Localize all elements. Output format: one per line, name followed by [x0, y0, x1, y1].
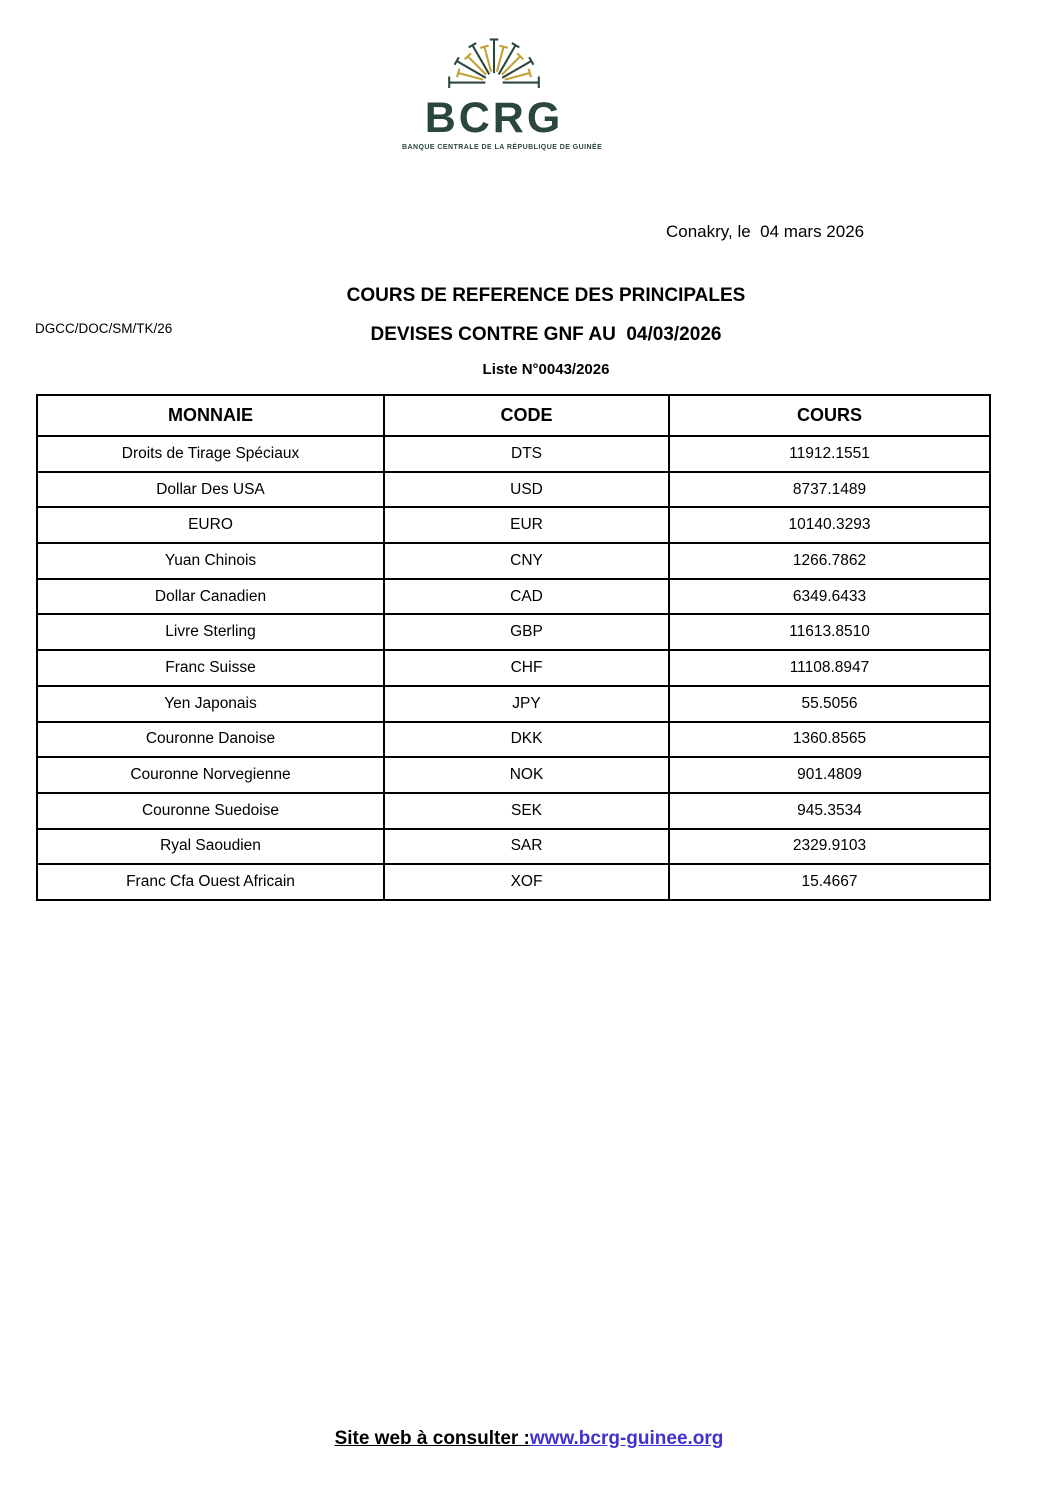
currency-name-cell: Yuan Chinois — [37, 543, 384, 579]
currency-name-cell: Franc Cfa Ouest Africain — [37, 864, 384, 900]
table-row — [37, 507, 990, 543]
table-row — [37, 757, 990, 793]
currency-name-cell: Dollar Canadien — [37, 579, 384, 615]
bcrg-sunburst-rays-icon — [438, 34, 550, 88]
rate-value-cell: 945.3534 — [669, 793, 990, 829]
rate-value-cell: 901.4809 — [669, 757, 990, 793]
rate-value-cell: 6349.6433 — [669, 579, 990, 615]
rate-value-cell: 1360.8565 — [669, 722, 990, 758]
table-row — [37, 829, 990, 865]
table-row — [37, 722, 990, 758]
currency-code-cell: CNY — [384, 543, 669, 579]
rates-table-body — [37, 436, 990, 900]
table-row — [37, 543, 990, 579]
rate-value-cell: 11912.1551 — [669, 436, 990, 472]
currency-name-cell: EURO — [37, 507, 384, 543]
currency-code-cell: CHF — [384, 650, 669, 686]
rate-value-cell: 11108.8947 — [669, 650, 990, 686]
rate-value-cell: 15.4667 — [669, 864, 990, 900]
exchange-rates-table — [36, 394, 991, 901]
document-title-line2: DEVISES CONTRE GNF AU 04/03/2026 — [370, 324, 722, 345]
table-row — [37, 864, 990, 900]
currency-code-cell: GBP — [384, 614, 669, 650]
currency-name-cell: Dollar Des USA — [37, 472, 384, 508]
column-header-cours: COURS — [669, 395, 990, 436]
currency-code-cell: NOK — [384, 757, 669, 793]
bcrg-logo — [402, 34, 603, 151]
rate-value-cell: 55.5056 — [669, 686, 990, 722]
rate-value-cell: 10140.3293 — [669, 507, 990, 543]
currency-name-cell: Livre Sterling — [37, 614, 384, 650]
currency-code-cell: EUR — [384, 507, 669, 543]
currency-name-cell: Yen Japonais — [37, 686, 384, 722]
table-row — [37, 793, 990, 829]
table-row — [37, 650, 990, 686]
currency-code-cell: CAD — [384, 579, 669, 615]
rate-value-cell: 1266.7862 — [669, 543, 990, 579]
place-and-date: Conakry, le 04 mars 2026 — [666, 222, 865, 241]
footer — [0, 1428, 1058, 1450]
currency-name-cell: Ryal Saoudien — [37, 829, 384, 865]
table-row — [37, 614, 990, 650]
website-label: Site web à consulter : — [334, 1428, 530, 1449]
currency-name-cell: Couronne Danoise — [37, 722, 384, 758]
website-link[interactable]: www.bcrg-guinee.org — [529, 1428, 724, 1449]
document-title-line1: COURS DE REFERENCE DES PRINCIPALES — [346, 285, 746, 306]
currency-code-cell: USD — [384, 472, 669, 508]
currency-name-cell: Couronne Suedoise — [37, 793, 384, 829]
document-reference: DGCC/DOC/SM/TK/26 — [35, 321, 173, 336]
table-row — [37, 686, 990, 722]
rate-value-cell: 11613.8510 — [669, 614, 990, 650]
currency-code-cell: SEK — [384, 793, 669, 829]
table-row — [37, 579, 990, 615]
table-header-row — [37, 395, 990, 436]
liste-number: Liste N°0043/2026 — [482, 361, 610, 378]
currency-code-cell: SAR — [384, 829, 669, 865]
currency-code-cell: JPY — [384, 686, 669, 722]
column-header-code: CODE — [384, 395, 669, 436]
column-header-monnaie: MONNAIE — [37, 395, 384, 436]
currency-code-cell: DTS — [384, 436, 669, 472]
table-row — [37, 436, 990, 472]
bcrg-logo-tagline: BANQUE CENTRALE DE LA RÉPUBLIQUE DE GUINÉE — [402, 144, 603, 151]
rate-value-cell: 2329.9103 — [669, 829, 990, 865]
currency-code-cell: DKK — [384, 722, 669, 758]
title-block — [35, 285, 1057, 378]
currency-name-cell: Franc Suisse — [37, 650, 384, 686]
currency-code-cell: XOF — [384, 864, 669, 900]
currency-name-cell: Couronne Norvegienne — [37, 757, 384, 793]
rate-value-cell: 8737.1489 — [669, 472, 990, 508]
bcrg-logo-text: BCRG — [424, 94, 564, 142]
table-row — [37, 472, 990, 508]
currency-name-cell: Droits de Tirage Spéciaux — [37, 436, 384, 472]
